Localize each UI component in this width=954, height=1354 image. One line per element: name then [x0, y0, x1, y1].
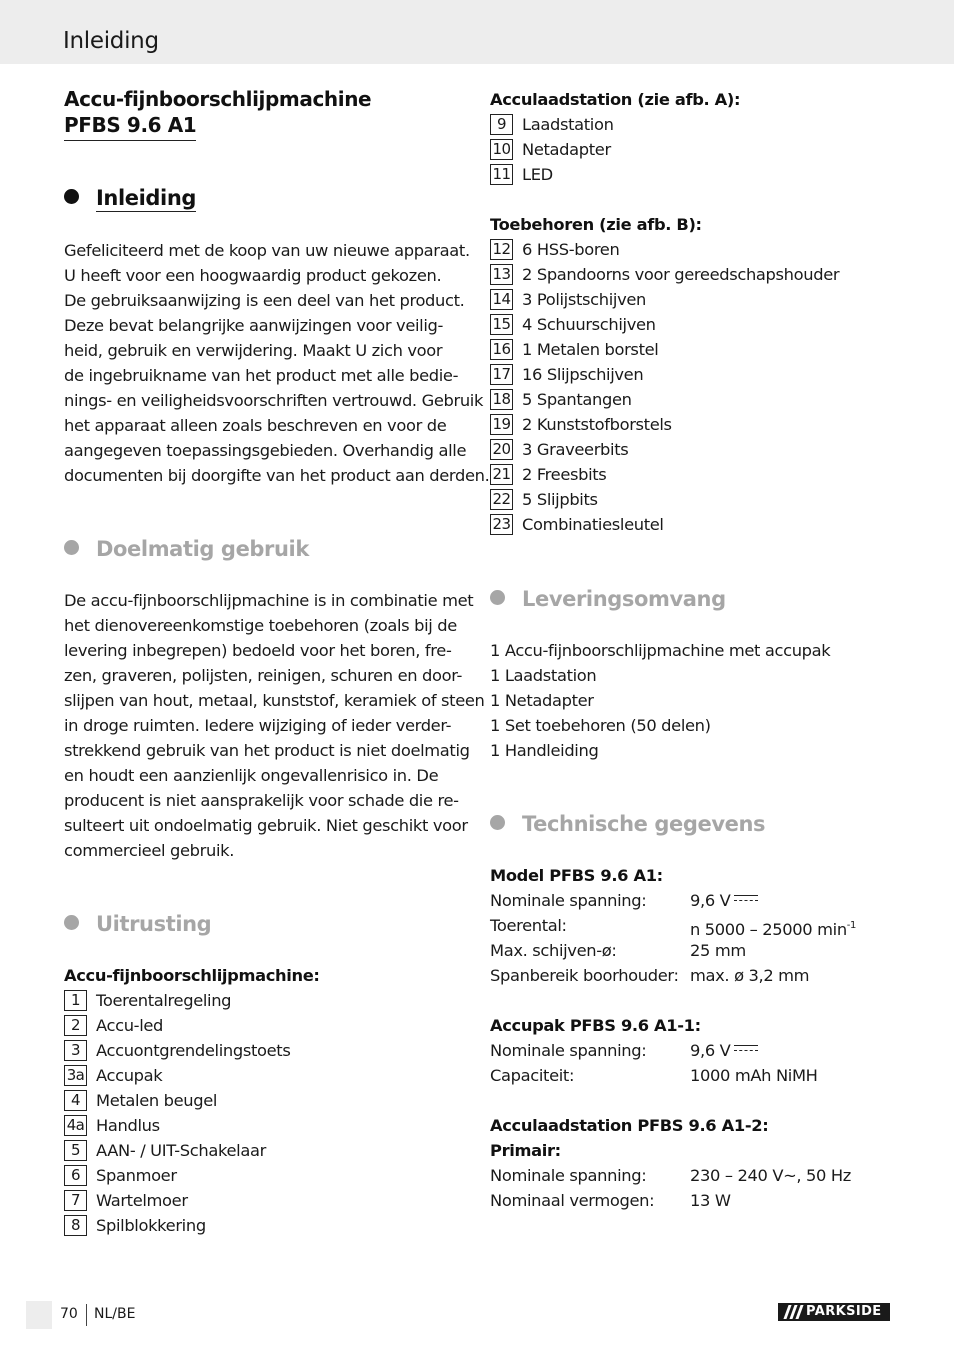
doelmatig-paragraph-line: commercieel gebruik. [64, 841, 235, 860]
inleiding-paragraph-line: De gebruiksaanwijzing is een deel van het product. [64, 291, 465, 310]
part-number: 4a [64, 1115, 87, 1136]
direct-current-icon [734, 894, 758, 904]
part-number: 18 [490, 389, 513, 410]
spec-row [490, 1038, 930, 1063]
page-header [0, 0, 954, 64]
part-label: AAN- / UIT-Schakelaar [96, 1141, 266, 1160]
bullet-icon [490, 815, 505, 830]
charging-station-specs-table [490, 1163, 930, 1213]
spec-row [490, 913, 930, 938]
part-number: 19 [490, 414, 513, 435]
part-number: 6 [64, 1165, 87, 1186]
part-item [490, 337, 839, 362]
accessories-list [490, 237, 839, 537]
spec-label: Nominale spanning: [490, 1041, 647, 1060]
spec-value [690, 963, 809, 988]
logo-stripes-icon [782, 1305, 804, 1319]
footer-divider [86, 1304, 87, 1326]
part-label: 1 Metalen borstel [522, 340, 659, 359]
spec-value-text: 13 W [690, 1191, 731, 1210]
section-heading-leveringsomvang: Leveringsomvang [490, 586, 726, 612]
spec-value-text: 9,6 V [690, 891, 731, 910]
part-label: Spilblokkering [96, 1216, 206, 1235]
primary-specs-heading: Primair: [490, 1141, 561, 1160]
station-parts-list [490, 112, 614, 187]
inleiding-paragraph-line: U heeft voor een hoogwaardig product gekozen. [64, 266, 442, 285]
spec-label: Capaciteit: [490, 1066, 575, 1085]
part-item [490, 362, 839, 387]
spec-value-text: n 5000 – 25000 min [690, 920, 847, 939]
part-label: 16 Slijpschijven [522, 365, 644, 384]
bullet-icon [64, 189, 79, 204]
spec-label: Toerental: [490, 916, 567, 935]
part-item [64, 1163, 290, 1188]
doelmatig-paragraph-line: in droge ruimten. Iedere wijziging of ieder verder- [64, 716, 452, 735]
part-label: 4 Schuurschijven [522, 315, 656, 334]
part-label: Toerentalregeling [96, 991, 232, 1010]
part-item [64, 1013, 290, 1038]
part-number: 17 [490, 364, 513, 385]
footer-page-tab [26, 1301, 52, 1329]
part-number: 20 [490, 439, 513, 460]
spec-label: Nominale spanning: [490, 891, 647, 910]
spec-value [690, 938, 746, 963]
part-label: Accupak [96, 1066, 163, 1085]
part-number: 23 [490, 514, 513, 535]
part-number: 8 [64, 1215, 87, 1236]
part-item [490, 462, 839, 487]
page-header-title: Inleiding [63, 28, 159, 54]
part-item [490, 112, 614, 137]
part-label: 2 Spandoorns voor gereedschapshouder [522, 265, 840, 284]
accupak-specs-table [490, 1038, 930, 1088]
part-item [64, 1213, 290, 1238]
part-label: LED [522, 165, 553, 184]
page-number: 70 [60, 1306, 78, 1322]
doelmatig-paragraph-line: en houdt een aanzienlijk ongevallenrisico in. De [64, 766, 439, 785]
section-heading-uitrusting: Uitrusting [64, 911, 211, 937]
part-number: 2 [64, 1015, 87, 1036]
delivery-item: 1 Handleiding [490, 741, 599, 760]
bullet-icon [64, 915, 79, 930]
doelmatig-paragraph-line: zen, graveren, polijsten, reinigen, schuren en door- [64, 666, 463, 685]
model-specs-heading: Model PFBS 9.6 A1: [490, 866, 663, 885]
spec-value-text: max. ø 3,2 mm [690, 966, 810, 985]
inleiding-paragraph-line: Gefeliciteerd met de koop van uw nieuwe apparaat. [64, 241, 470, 260]
part-label: Netadapter [522, 140, 611, 159]
part-item [64, 988, 290, 1013]
part-label: 3 Graveerbits [522, 440, 629, 459]
part-item [490, 487, 839, 512]
delivery-contents-list [490, 638, 830, 763]
station-parts-heading: Acculaadstation (zie afb. A): [490, 90, 741, 109]
model-specs-table [490, 888, 930, 988]
machine-parts-heading: Accu-fijnboorschlijpmachine: [64, 966, 320, 985]
document-title-line2: PFBS 9.6 A1 [64, 112, 196, 141]
spec-value-text: 230 – 240 V~, 50 Hz [690, 1166, 851, 1185]
spec-value [690, 1163, 851, 1188]
part-number: 4 [64, 1090, 87, 1111]
part-item [64, 1188, 290, 1213]
part-label: Spanmoer [96, 1166, 177, 1185]
part-number: 11 [490, 164, 513, 185]
machine-parts-list [64, 988, 290, 1238]
inleiding-paragraph-line: het apparaat alleen zoals beschreven en voor de [64, 416, 447, 435]
part-label: Combinatiesleutel [522, 515, 664, 534]
delivery-item: 1 Laadstation [490, 666, 597, 685]
language-code: NL/BE [94, 1306, 136, 1322]
delivery-item: 1 Accu-fijnboorschlijpmachine met accupak [490, 641, 831, 660]
part-item [490, 512, 839, 537]
part-number: 14 [490, 289, 513, 310]
part-item [490, 312, 839, 337]
section-heading-technische-gegevens: Technische gegevens [490, 811, 765, 837]
part-item [490, 137, 614, 162]
delivery-item: 1 Set toebehoren (50 delen) [490, 716, 711, 735]
doelmatig-paragraph-line: producent is niet aansprakelijk voor schade die re- [64, 791, 459, 810]
part-item [490, 287, 839, 312]
part-item [490, 412, 839, 437]
spec-row [490, 888, 930, 913]
spec-row [490, 1163, 930, 1188]
doelmatig-paragraph-line: strekkend gebruik van het product is niet doelmatig [64, 741, 470, 760]
part-label: Accu-led [96, 1016, 164, 1035]
document-title [64, 86, 371, 141]
part-item [64, 1063, 290, 1088]
part-label: 3 Polijstschijven [522, 290, 646, 309]
doelmatig-paragraph-line: sulteert uit ondoelmatig gebruik. Niet geschikt voor [64, 816, 468, 835]
part-number: 5 [64, 1140, 87, 1161]
part-item [64, 1088, 290, 1113]
spec-value [690, 1188, 731, 1213]
section-heading-doelmatig-gebruik: Doelmatig gebruik [64, 536, 309, 562]
doelmatig-paragraph [64, 588, 485, 863]
spec-label: Max. schijven-ø: [490, 941, 617, 960]
parkside-logo: PARKSIDE [778, 1303, 890, 1321]
inleiding-paragraph-line: nings- en veiligheidsvoorschriften vertrouwd. Gebruik [64, 391, 484, 410]
section-heading-inleiding: Inleiding [64, 185, 196, 211]
part-label: 5 Spantangen [522, 390, 632, 409]
part-label: Accuontgrendelingstoets [96, 1041, 291, 1060]
part-label: Laadstation [522, 115, 614, 134]
part-label: 6 HSS-boren [522, 240, 620, 259]
part-number: 9 [490, 114, 513, 135]
part-number: 10 [490, 139, 513, 160]
charging-station-specs-heading: Acculaadstation PFBS 9.6 A1-2: [490, 1116, 769, 1135]
inleiding-paragraph-line: aangegeven toepassingsgebieden. Overhandig alle [64, 441, 467, 460]
part-number: 3 [64, 1040, 87, 1061]
part-item [490, 162, 614, 187]
part-number: 16 [490, 339, 513, 360]
spec-label: Spanbereik boorhouder: [490, 966, 679, 985]
part-label: Metalen beugel [96, 1091, 218, 1110]
spec-value [690, 1038, 758, 1063]
doelmatig-paragraph-line: De accu-fijnboorschlijpmachine is in combinatie met [64, 591, 474, 610]
part-item [64, 1113, 290, 1138]
part-label: 2 Kunststofborstels [522, 415, 672, 434]
part-item [64, 1138, 290, 1163]
spec-label: Nominale spanning: [490, 1166, 647, 1185]
spec-row [490, 963, 930, 988]
accupak-specs-heading: Accupak PFBS 9.6 A1-1: [490, 1016, 701, 1035]
part-item [490, 237, 839, 262]
part-number: 12 [490, 239, 513, 260]
doelmatig-paragraph-line: slijpen van hout, metaal, kunststof, keramiek of steen [64, 691, 485, 710]
accessories-heading: Toebehoren (zie afb. B): [490, 215, 702, 234]
part-number: 13 [490, 264, 513, 285]
part-label: 2 Freesbits [522, 465, 607, 484]
part-label: 5 Slijpbits [522, 490, 598, 509]
document-title-line1: Accu-fijnboorschlijpmachine [64, 87, 372, 111]
part-label: Wartelmoer [96, 1191, 188, 1210]
part-number: 15 [490, 314, 513, 335]
part-number: 1 [64, 990, 87, 1011]
inleiding-paragraph [64, 238, 489, 488]
bullet-icon [64, 540, 79, 555]
spec-label: Nominaal vermogen: [490, 1191, 655, 1210]
doelmatig-paragraph-line: het dienovereenkomstige toebehoren (zoals bij de [64, 616, 457, 635]
part-number: 22 [490, 489, 513, 510]
delivery-item: 1 Netadapter [490, 691, 594, 710]
spec-row [490, 1063, 930, 1088]
spec-value-text: 9,6 V [690, 1041, 731, 1060]
spec-value-text: 25 mm [690, 941, 746, 960]
inleiding-paragraph-line: de ingebruikname van het product met alle bedie- [64, 366, 459, 385]
part-label: Handlus [96, 1116, 160, 1135]
part-item [490, 262, 839, 287]
spec-value [690, 888, 758, 913]
part-number: 21 [490, 464, 513, 485]
spec-value-superscript: -1 [846, 920, 857, 931]
spec-row [490, 938, 930, 963]
bullet-icon [490, 590, 505, 605]
spec-row [490, 1188, 930, 1213]
part-number: 3a [64, 1065, 87, 1086]
part-item [490, 387, 839, 412]
spec-value [690, 1063, 818, 1088]
inleiding-paragraph-line: documenten bij doorgifte van het product aan derden. [64, 466, 490, 485]
spec-value-text: 1000 mAh NiMH [690, 1066, 818, 1085]
inleiding-paragraph-line: Deze bevat belangrijke aanwijzingen voor veilig- [64, 316, 444, 335]
part-item [64, 1038, 290, 1063]
inleiding-paragraph-line: heid, gebruik en verwijdering. Maakt U zich voor [64, 341, 443, 360]
part-number: 7 [64, 1190, 87, 1211]
part-item [490, 437, 839, 462]
direct-current-icon [734, 1044, 758, 1054]
doelmatig-paragraph-line: levering inbegrepen) bedoeld voor het boren, fre- [64, 641, 452, 660]
